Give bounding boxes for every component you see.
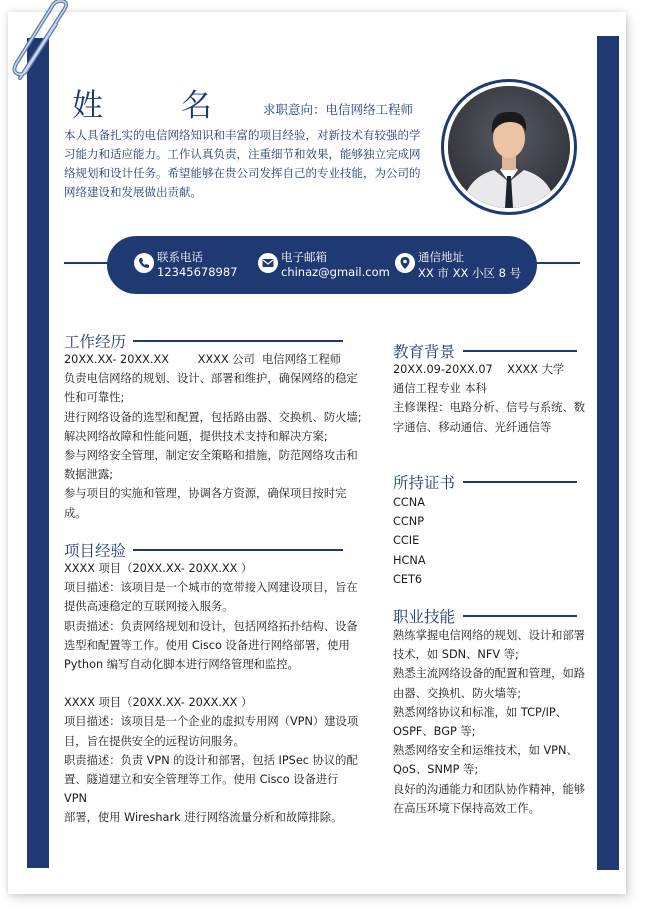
work-line: 解决网络故障和性能问题，提供技术支持和解决方案; (64, 429, 328, 443)
education-line: 主修课程：电路分析、信号与系统、数 (393, 401, 586, 415)
skill-line: 在高压环境下保持高效工作。 (393, 801, 540, 815)
contact-divider-right (534, 262, 580, 264)
work-line: 性和可靠性; (64, 391, 125, 405)
skill-line: 技术，如 SDN、NFV 等; (393, 648, 519, 662)
project-line: XXXX 项目（20XX.XX- 20XX.XX ） (64, 562, 253, 575)
project-line: 置、隧道建立和安全管理等工作。使用 Cisco 设备进行 VPN (64, 773, 339, 806)
project-line: Python 编写自动化脚本进行网络管理和监控。 (64, 658, 299, 672)
education-line: 通信工程专业 本科 (393, 382, 487, 396)
contact-email-value: chinaz@gmail.com (281, 265, 390, 279)
cert-item: CET6 (393, 572, 423, 586)
skill-line: 熟悉主流网络设备的配置和管理，如路 (393, 667, 586, 681)
section-title-work: 工作经历 (64, 333, 127, 351)
section-title-skills: 职业技能 (393, 608, 456, 626)
education-line: 字通信、移动通信、光纤通信等 (393, 420, 552, 434)
work-line: 负责电信网络的规划、设计、部署和维护，确保网络的稳定 (64, 372, 358, 386)
skill-line: 熟练掌握电信网络的规划、设计和部署 (393, 629, 586, 642)
work-line: 进行网络设备的选型和配置，包括路由器、交换机、防火墙; (64, 410, 362, 424)
work-content (64, 350, 364, 523)
cert-item: HCNA (393, 553, 426, 567)
avatar-portrait-icon (448, 86, 570, 208)
section-title-projects: 项目经验 (64, 542, 127, 560)
contact-bar (107, 236, 537, 294)
work-line: 参与网络安全管理，制定安全策略和措施，防范网络攻击和 (64, 449, 358, 463)
project-line: 项目描述：该项目是一个企业的虚拟专用网（VPN）建设项 (64, 715, 359, 729)
skill-line: 熟悉网络协议和标准，如 TCP/IP、 (393, 705, 568, 719)
section-rule-skills (463, 615, 577, 617)
avatar (448, 86, 570, 208)
self-introduction: 本人具备扎实的电信网络知识和丰富的项目经验，对新技术有较强的学习能力和适应能力。工作认真负责，注重细节和效果，能够独立完成网络规划和设计任务。希望能够在贵公司发挥自己的专业技能，为公司的网络建设和发展做出贡献。 (64, 128, 421, 199)
education-line: 20XX.09-20XX.07 XXXX 大学 (393, 363, 565, 376)
right-accent-bar (597, 36, 619, 870)
project-line: XXXX 项目（20XX.XX- 20XX.XX ） (64, 696, 253, 710)
paperclip-icon (6, 0, 76, 86)
certs-content (393, 493, 573, 589)
project-line: 目，旨在提供安全的远程访问服务。 (64, 734, 245, 748)
skills-content (393, 626, 593, 818)
project-line: 职责描述：负责 VPN 的设计和部署，包括 IPSec 协议的配 (64, 753, 358, 767)
skill-line: QoS、SNMP 等; (393, 763, 479, 777)
project-line: 项目描述：该项目是一个城市的宽带接入网建设项目，旨在 (64, 581, 358, 595)
contact-address-label: 通信地址 (418, 250, 464, 264)
work-line: 20XX.XX- 20XX.XX XXXX 公司 电信网络工程师 (64, 353, 342, 366)
location-pin-icon (395, 253, 415, 273)
contact-email-label: 电子邮箱 (281, 250, 327, 264)
contact-phone-value: 12345678987 (157, 265, 238, 279)
project-line: 选型和配置等工作。使用 Cisco 设备进行网络部署，使用 (64, 638, 350, 652)
skill-line: 良好的沟通能力和团队协作精神，能够 (393, 782, 586, 796)
cert-item: CCNP (393, 515, 425, 529)
contact-address-value: XX 市 XX 小区 8 号 (418, 266, 522, 280)
education-content (393, 360, 593, 437)
left-accent-bar (27, 38, 49, 868)
job-intent: 求职意向：电信网络工程师 (263, 102, 414, 117)
skill-line: 熟悉网络安全和运维技术，如 VPN、 (393, 744, 578, 758)
contact-phone-label: 联系电话 (157, 250, 203, 264)
work-line: 参与项目的实施和管理，协调各方资源，确保项目按时完成。 (64, 487, 347, 520)
section-rule-work (133, 340, 343, 342)
project-line: 提供高速稳定的互联网接入服务。 (64, 600, 234, 614)
section-rule-certs (463, 481, 577, 483)
work-line: 数据泄露; (64, 468, 113, 482)
cert-item: CCNA (393, 496, 425, 509)
cert-item: CCIE (393, 534, 420, 548)
projects-content (64, 559, 364, 828)
section-title-certs: 所持证书 (393, 474, 456, 492)
section-title-education: 教育背景 (393, 343, 456, 361)
mail-icon (258, 253, 278, 273)
section-rule-education (463, 350, 577, 352)
contact-divider-left (64, 262, 110, 264)
skill-line: 由器、交换机、防火墙等; (393, 686, 522, 700)
phone-icon (134, 253, 154, 273)
project-spacer (64, 674, 364, 693)
section-rule-projects (133, 549, 343, 551)
project-line: 部署，使用 Wireshark 进行网络流量分析和故障排除。 (64, 811, 343, 825)
skill-line: OSPF、BGP 等; (393, 725, 476, 739)
project-line: 职责描述：负责网络规划和设计，包括网络拓扑结构、设备 (64, 619, 358, 633)
candidate-name: 姓 名 (72, 88, 246, 124)
